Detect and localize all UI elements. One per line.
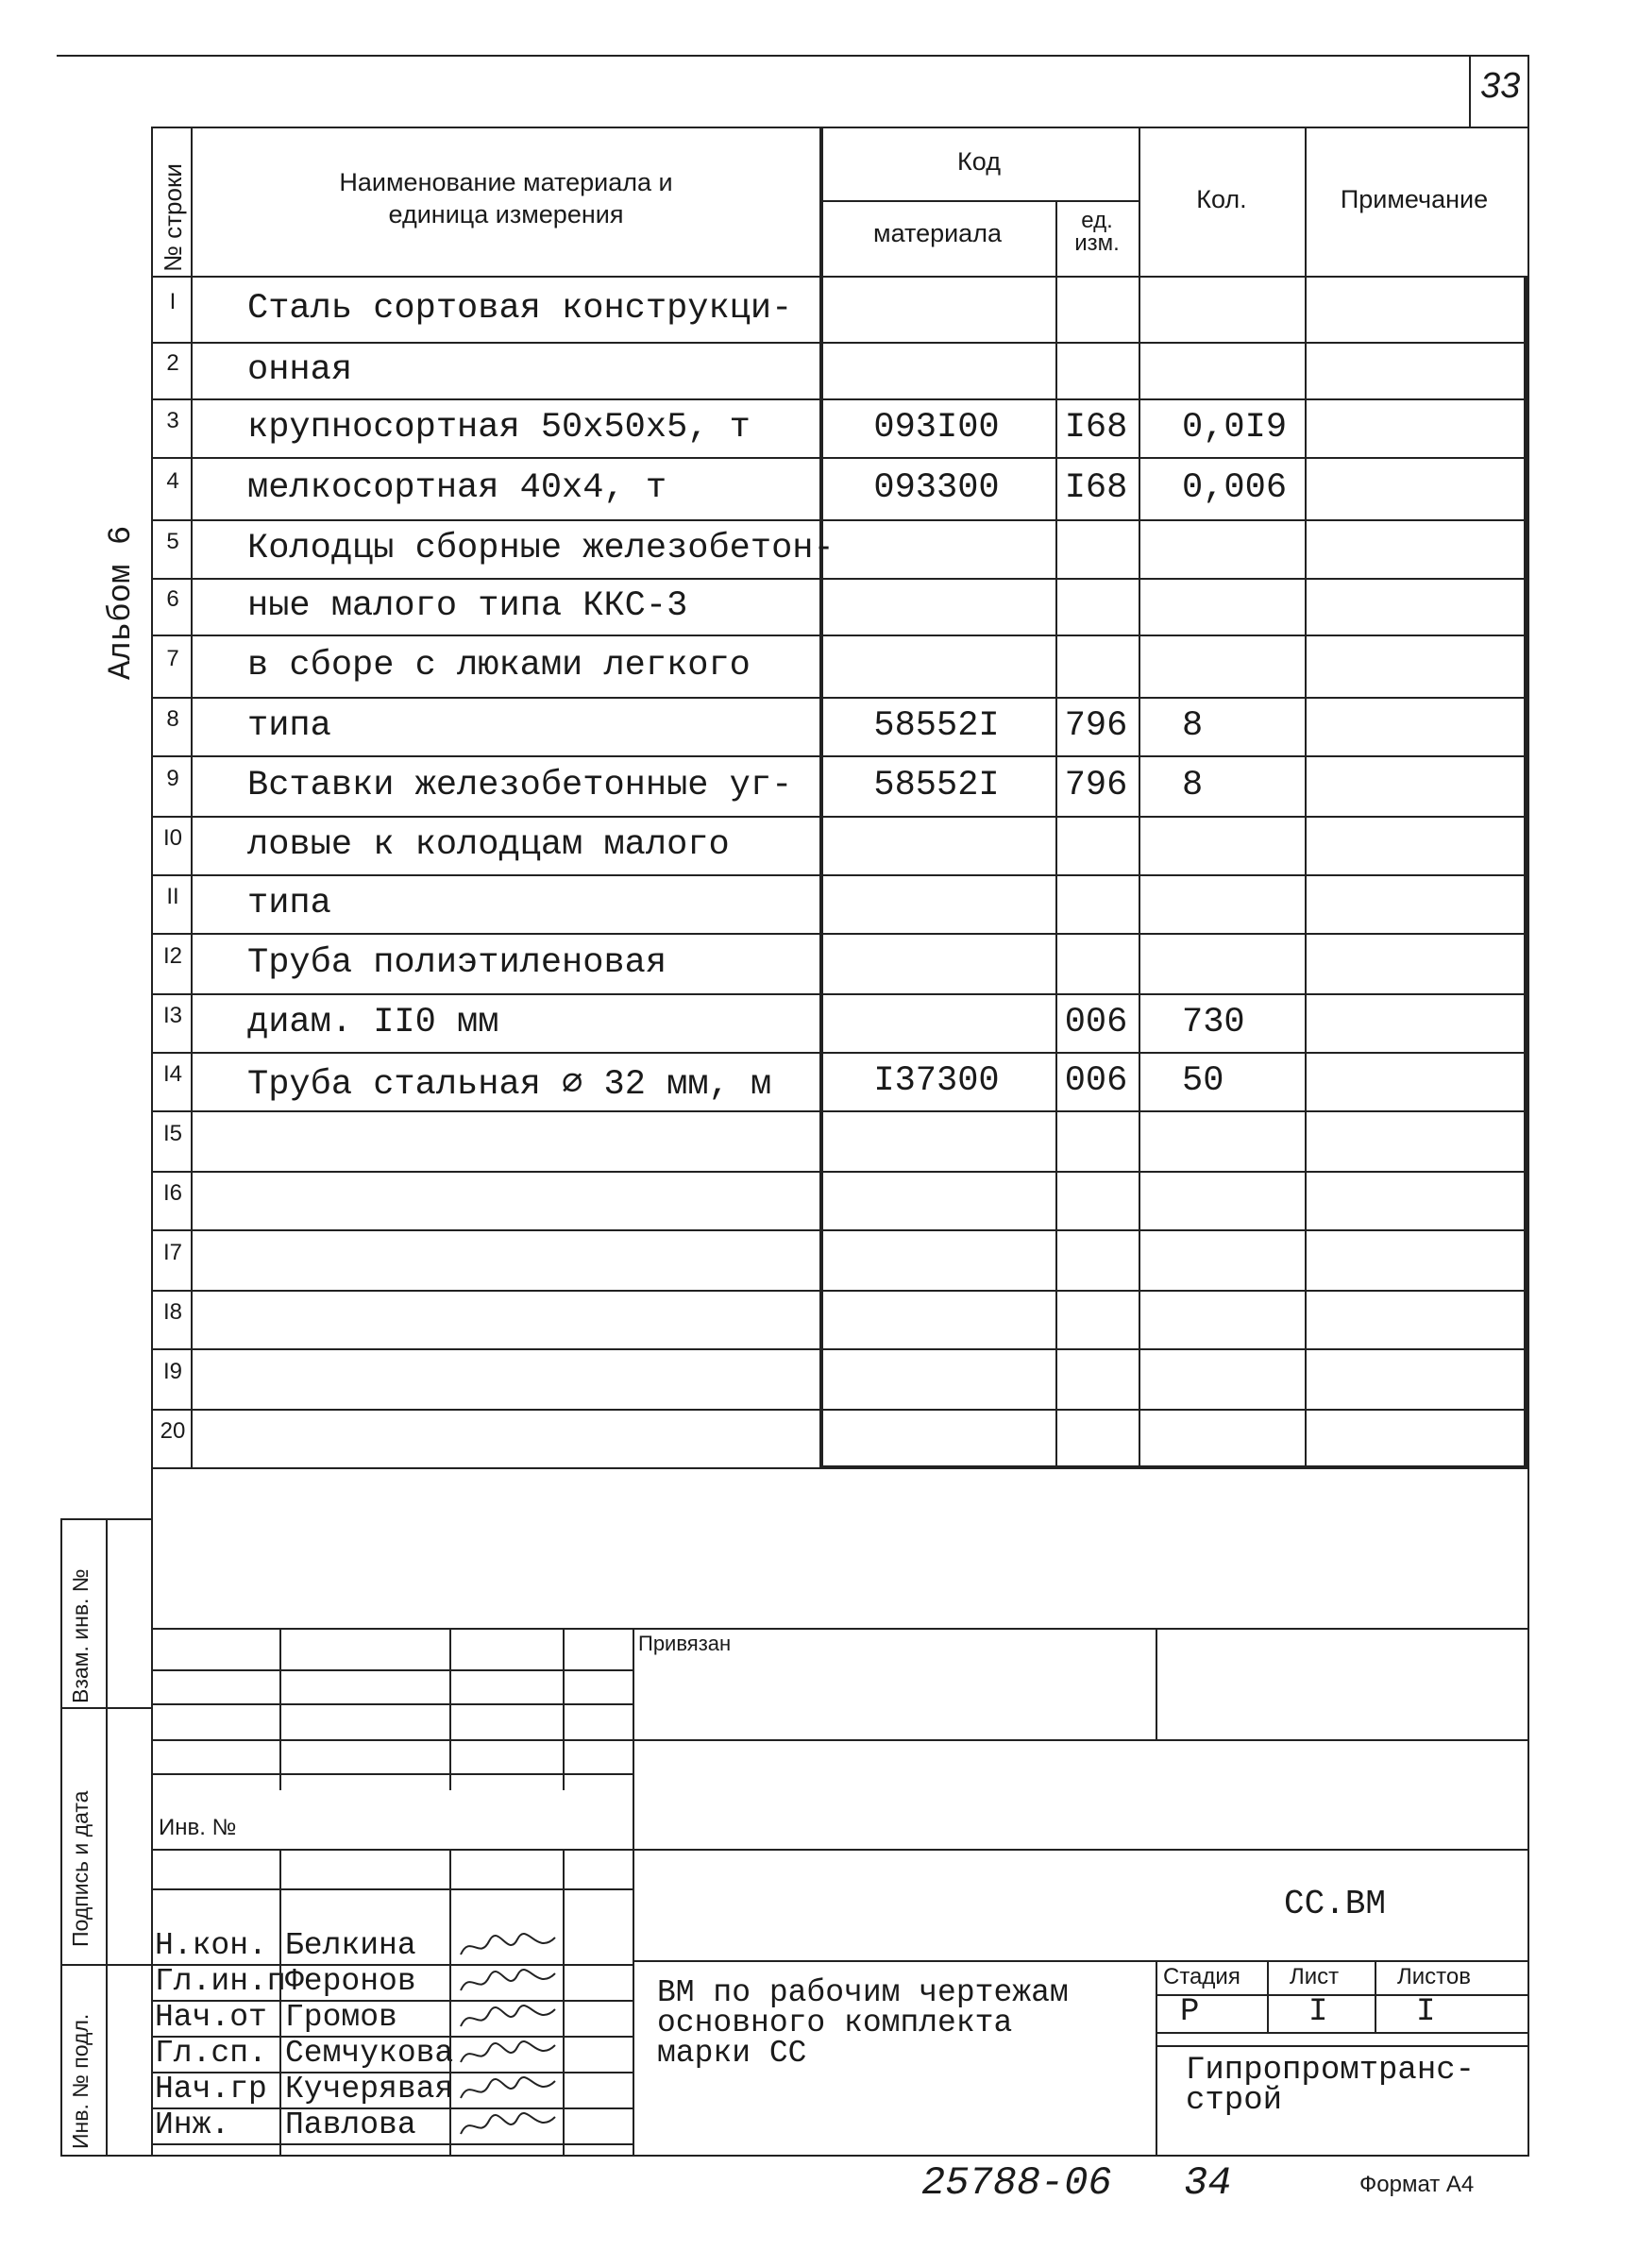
row-number: 2 (166, 350, 179, 376)
row-name: крупносортная 50х50х5, т (247, 408, 751, 448)
row-unit-code: 006 (1064, 1061, 1128, 1101)
tb-stage-left (1156, 1960, 1157, 2155)
row-material-code: 093I00 (873, 408, 1000, 448)
tb-privyazan-right (1156, 1628, 1157, 1741)
row-number: I4 (162, 1061, 182, 1087)
table-row-rule (151, 874, 1529, 876)
tb-col3 (563, 1628, 565, 1790)
header-note: Примечание (1340, 185, 1489, 213)
signatory-role: Инж. (155, 2107, 230, 2142)
col-note-right (1524, 276, 1527, 1467)
table-row-rule (151, 1290, 1529, 1292)
row-number: I9 (162, 1359, 182, 1384)
signatory-role: Нач.гр (155, 2072, 267, 2107)
row-name: Труба полиэтиленовая (247, 943, 667, 983)
table-row-rule (151, 519, 1529, 521)
row-number: 6 (166, 586, 179, 612)
page-number-box-right (1527, 55, 1529, 128)
sheet-label: Лист (1290, 1964, 1340, 1989)
tb-left-rule-6 (151, 1888, 633, 1890)
col-unit-divider (1139, 127, 1140, 1467)
footer-page: 34 (1184, 2160, 1232, 2206)
row-number: I0 (162, 825, 182, 851)
tb-stage-col-1 (1267, 1960, 1269, 2032)
row-material-code: 093300 (873, 468, 1000, 508)
row-quantity: 50 (1182, 1061, 1224, 1101)
format-label: Формат А4 (1359, 2172, 1475, 2197)
signature-scribble (457, 2109, 561, 2143)
tb-inv-rule (151, 1849, 1529, 1851)
header-name-line2: единица измерения (388, 200, 624, 228)
col-rownum-divider (191, 127, 193, 1467)
org-line1: Гипропромтранс- (1186, 2053, 1476, 2089)
table-row-rule (151, 816, 1529, 818)
header-material: материала (873, 219, 1002, 247)
table-row-rule (151, 1171, 1529, 1173)
stage-value: Р (1180, 1994, 1200, 2030)
inv-no-label: Инв. № (159, 1815, 237, 1840)
row-number: I8 (162, 1299, 182, 1325)
title-line3: марки СС (657, 2036, 807, 2071)
row-number: I6 (162, 1180, 182, 1206)
header-bottom-rule (151, 276, 1529, 278)
row-unit-code: 006 (1064, 1003, 1128, 1042)
row-number: II (166, 884, 179, 909)
table-row-rule (151, 755, 1529, 757)
tb-left-rule-3 (151, 1739, 1529, 1741)
table-row-rule (151, 457, 1529, 459)
header-unit-line2: изм. (1074, 230, 1120, 256)
row-number: 4 (166, 468, 179, 494)
col-code-divider (1055, 200, 1057, 1467)
table-row-rule (151, 933, 1529, 935)
table-row-rule (151, 1052, 1529, 1054)
side-stamp-inner (106, 1518, 108, 2155)
tb-left-rule-1 (151, 1669, 633, 1671)
page-number-box-left (1469, 55, 1471, 128)
row-name: Труба стальная ∅ 32 мм, м (247, 1065, 772, 1105)
signature-scribble (457, 2002, 561, 2036)
table-row-rule (151, 993, 1529, 995)
row-quantity: 0,0I9 (1182, 408, 1288, 448)
doc-code: СС.ВМ (1284, 1885, 1387, 1923)
signatory-role: Гл.ин.п (155, 1964, 286, 1999)
tb-stage-rule-2 (1156, 2032, 1529, 2034)
row-unit-code: I68 (1064, 408, 1128, 448)
frame-top (151, 127, 1529, 128)
row-unit-code: I68 (1064, 468, 1128, 508)
tb-left-rule-4 (151, 1773, 633, 1775)
side-stamp-left (60, 1518, 62, 2155)
page-number: 33 (1480, 66, 1521, 106)
header-code: Код (957, 147, 1001, 176)
header-qty: Кол. (1196, 185, 1247, 213)
table-row-rule (151, 578, 1529, 580)
table-row-rule (151, 398, 1529, 400)
row-number: 9 (166, 766, 179, 791)
row-unit-code: 796 (1064, 766, 1128, 805)
side-inv-podl: Инв. № подл. (68, 2013, 93, 2149)
signatory-name: Кучерявая (285, 2072, 454, 2107)
title-line1: ВМ по рабочим чертежам (657, 1975, 1069, 2010)
row-unit-code: 796 (1064, 706, 1128, 746)
row-number: 7 (166, 646, 179, 671)
drawing-number: 25788-06 (921, 2160, 1112, 2206)
tb-left-rule-2 (151, 1703, 633, 1705)
row-quantity: 0,006 (1182, 468, 1288, 508)
signature-scribble (457, 2073, 561, 2107)
row-number: 5 (166, 529, 179, 554)
signatory-name: Феронов (285, 1964, 416, 1999)
row-material-code: 58552I (873, 706, 1000, 746)
header-row-no: № строки (159, 163, 187, 272)
row-name: Вставки железобетонные уг- (247, 766, 793, 805)
signature-scribble (457, 1966, 561, 2000)
sig-col-2 (449, 1849, 451, 2155)
row-number: 3 (166, 408, 179, 433)
row-name: ловые к колодцам малого (247, 825, 730, 865)
row-number: I (169, 289, 177, 314)
table-row-rule (151, 1110, 1529, 1112)
row-number: I5 (162, 1121, 182, 1146)
tb-top-rule (151, 1628, 1529, 1630)
table-row-rule (151, 697, 1529, 699)
row-name: типа (247, 884, 331, 923)
sig-col-1 (279, 1849, 281, 2155)
row-name: типа (247, 706, 331, 746)
signatory-role: Н.кон. (155, 1928, 267, 1963)
album-label: Альбом 6 (104, 525, 140, 680)
tb-org-rule (1156, 2045, 1529, 2047)
row-name: Сталь сортовая конструкци- (247, 289, 793, 329)
row-name: мелкосортная 40х4, т (247, 468, 667, 508)
signatory-role: Нач.от (155, 2000, 267, 2035)
row-name: онная (247, 350, 353, 390)
row-quantity: 8 (1182, 706, 1204, 746)
privyazan-label: Привязан (638, 1632, 732, 1655)
table-row-rule (151, 1409, 1529, 1411)
row-name: диам. II0 мм (247, 1003, 499, 1042)
top-rule (57, 55, 1529, 57)
sheets-value: I (1416, 1994, 1436, 2030)
tb-col1 (279, 1628, 281, 1790)
title-line2: основного комплекта (657, 2006, 1013, 2040)
signatory-name: Семчукова (285, 2036, 454, 2071)
tb-stage-rule-1 (1156, 1994, 1529, 1996)
row-number: 20 (160, 1418, 186, 1444)
side-podpis: Подпись и дата (68, 1790, 93, 1947)
row-quantity: 8 (1182, 766, 1204, 805)
signatory-role: Гл.сп. (155, 2036, 267, 2071)
table-bottom-rule (819, 1465, 1527, 1469)
row-number: I7 (162, 1240, 182, 1265)
table-row-rule (151, 1229, 1529, 1231)
tb-title-rule (633, 1960, 1529, 1962)
header-unit-line1: ед. (1081, 208, 1113, 233)
signatory-name: Белкина (285, 1928, 416, 1963)
row-name: Колодцы сборные железобетон- (247, 529, 835, 568)
row-name: в сборе с люками легкого (247, 646, 751, 685)
signatory-name: Павлова (285, 2107, 416, 2142)
col-qty-divider (1305, 127, 1307, 1467)
table-row-rule (151, 635, 1529, 636)
frame-bottom (60, 2155, 1529, 2157)
sheet-value: I (1308, 1994, 1328, 2030)
signature-scribble (457, 1930, 561, 1964)
tb-col4 (633, 1628, 634, 2155)
sig-col-3 (563, 1849, 565, 2155)
signature-scribble (457, 2038, 561, 2072)
signatory-name: Громов (285, 2000, 397, 2035)
table-row-rule (151, 342, 1529, 344)
side-vzam: Взам. инв. № (68, 1568, 93, 1703)
signatory-rule (151, 2143, 633, 2145)
row-number: 8 (166, 706, 179, 732)
table-row-rule (151, 1348, 1529, 1350)
row-number: I3 (162, 1003, 182, 1028)
row-material-code: I37300 (873, 1061, 1000, 1101)
sheets-label: Листов (1397, 1964, 1471, 1989)
row-material-code: 58552I (873, 766, 1000, 805)
code-subheader-rule (819, 200, 1139, 202)
header-name-line1: Наименование материала и (339, 168, 673, 196)
row-quantity: 730 (1182, 1003, 1245, 1042)
tb-stage-col-2 (1375, 1960, 1376, 2032)
org-line2: строй (1186, 2083, 1283, 2119)
row-number: I2 (162, 943, 182, 969)
tb-col2 (449, 1628, 451, 1790)
row-name: ные малого типа ККС-3 (247, 586, 688, 626)
stage-label: Стадия (1163, 1964, 1240, 1989)
